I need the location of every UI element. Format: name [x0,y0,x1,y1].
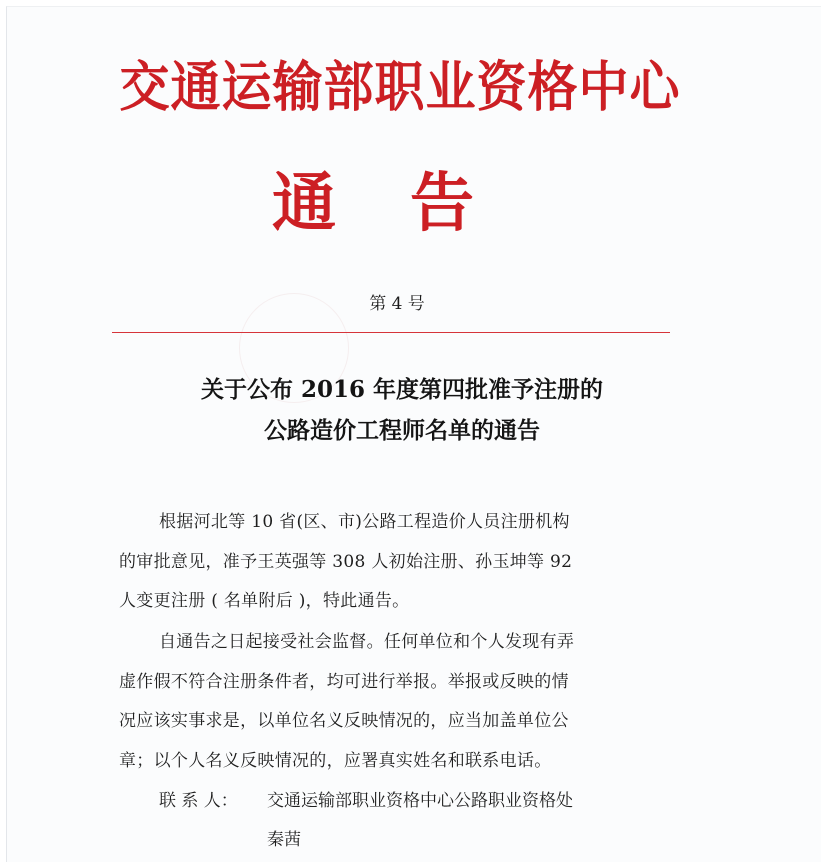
notice-heading-line-1: 关于公布 2016 年度第四批准予注册的 [200,376,604,403]
notice-title: 通告 [272,166,548,241]
organization-title: 交通运输部职业资格中心 [119,54,681,119]
contact-department: 交通运输部职业资格中心公路职业资格处 [267,791,573,811]
paragraph-2-line-4: 章；以个人名义反映情况的，应署真实姓名和联系电话。 [119,751,552,771]
paragraph-1-line-3: 人变更注册 ( 名单附后 )，特此通告。 [119,591,410,611]
document-page [6,6,821,862]
paragraph-2-line-1: 自通告之日起接受社会监督。任何单位和个人发现有弄 [159,632,575,652]
paragraph-1-line-2: 的审批意见，准予王英强等 308 人初始注册、孙玉坤等 92 [119,552,573,572]
contact-person-name: 秦茜 [267,830,301,850]
contact-label: 联 系 人： [159,791,238,811]
paragraph-2-line-2: 虚作假不符合注册条件者，均可进行举报。举报或反映的情 [119,672,569,692]
red-divider [112,332,670,333]
notice-heading-line-2: 公路造价工程师名单的通告 [264,417,540,444]
paragraph-1-line-1: 根据河北等 10 省(区、市)公路工程造价人员注册机构 [159,512,570,532]
paragraph-2-line-3: 况应该实事求是，以单位名义反映情况的，应当加盖单位公 [119,711,569,731]
document-number: 第 4 号 [369,294,425,314]
